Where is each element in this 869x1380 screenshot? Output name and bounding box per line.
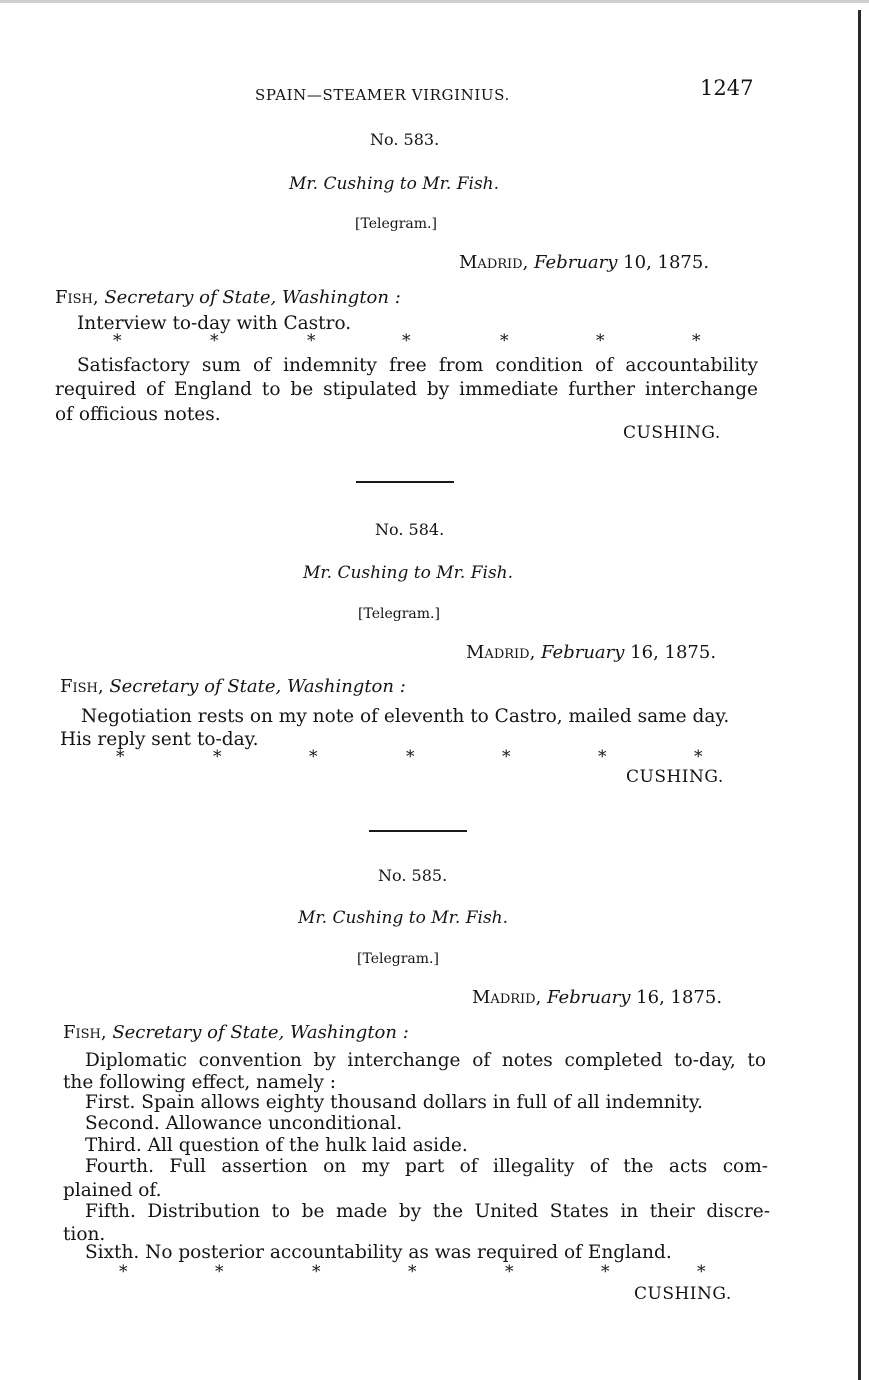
body-line: Third. All question of the hulk laid aside. [85,1135,468,1156]
page-right-edge [858,10,861,1380]
dateline-month: February [534,252,618,273]
body-line: His reply sent to-day. [60,729,259,750]
dateline-day-year: 16, 1875. [636,987,723,1008]
dateline [459,252,709,273]
signature: CUSHING. [623,423,721,443]
correspondents: Mr. Cushing to Mr. Fish. [298,908,509,928]
document-number: No. 583. [370,130,440,149]
body-line: Fifth. Distribution to be made by the United States in their discre- [85,1201,770,1222]
asterisk: * [119,1262,128,1282]
body-line: First. Spain allows eighty thousand dollars in full of all indemnity. [85,1092,703,1113]
body-line: of officious notes. [55,404,221,425]
asterisk: * [406,747,415,767]
body-line: tion. [63,1224,106,1245]
asterisk: * [505,1262,514,1282]
dateline [466,642,716,663]
asterisk: * [116,747,125,767]
asterisk-row [0,1262,869,1282]
dateline [472,987,722,1008]
asterisk: * [694,747,703,767]
dateline-month: February [547,987,631,1008]
asterisk: * [596,331,605,351]
telegram-mark: [Telegram.] [358,606,440,622]
asterisk: * [408,1262,417,1282]
asterisk: * [307,331,316,351]
addressee [60,676,406,697]
asterisk: * [697,1262,706,1282]
document-number: No. 585. [378,866,448,885]
running-head: SPAIN—STEAMER VIRGINIUS. [255,86,510,104]
addressee-name: Fish, [60,676,104,697]
body-line: Fourth. Full assertion on my part of illegality of the acts com- [85,1156,768,1177]
dateline-month: February [541,642,625,663]
asterisk: * [692,331,701,351]
page-number: 1247 [700,76,754,100]
dateline-place: Madrid, [472,987,542,1008]
signature: CUSHING. [634,1284,732,1304]
telegram-mark: [Telegram.] [355,216,437,232]
body-line: Second. Allowance unconditional. [85,1113,403,1134]
asterisk: * [210,331,219,351]
dateline-day-year: 16, 1875. [630,642,717,663]
dateline-place: Madrid, [459,252,529,273]
body-line: plained of. [63,1180,162,1201]
asterisk: * [502,747,511,767]
asterisk: * [215,1262,224,1282]
addressee-name: Fish, [63,1022,107,1043]
section-rule [369,830,467,832]
asterisk-row [0,331,869,351]
addressee-title: Secretary of State, Washington : [112,1022,409,1043]
addressee [55,287,401,308]
page-top-edge [0,0,869,3]
dateline-place: Madrid, [466,642,536,663]
asterisk: * [402,331,411,351]
body-line: the following effect, namely : [63,1072,337,1093]
telegram-mark: [Telegram.] [357,951,439,967]
signature: CUSHING. [626,767,724,787]
asterisk-row [0,747,869,767]
body-line: Diplomatic convention by interchange of notes completed to-day, to [85,1050,766,1071]
asterisk: * [500,331,509,351]
asterisk: * [213,747,222,767]
asterisk: * [312,1262,321,1282]
section-rule [356,481,454,483]
addressee-title: Secretary of State, Washington : [109,676,406,697]
body-line: required of England to be stipulated by immediate further interchange [55,379,758,400]
asterisk: * [113,331,122,351]
addressee-title: Secretary of State, Washington : [104,287,401,308]
addressee [63,1022,409,1043]
correspondents: Mr. Cushing to Mr. Fish. [289,174,500,194]
body-line: Negotiation rests on my note of eleventh to Castro, mailed same day. [81,706,730,727]
body-line: Satisfactory sum of indemnity free from condition of accountability [77,355,758,376]
document-number: No. 584. [375,520,445,539]
addressee-name: Fish, [55,287,99,308]
dateline-day-year: 10, 1875. [623,252,710,273]
asterisk: * [309,747,318,767]
asterisk: * [598,747,607,767]
body-line: Sixth. No posterior accountability as was required of England. [85,1242,672,1263]
asterisk: * [601,1262,610,1282]
correspondents: Mr. Cushing to Mr. Fish. [303,563,514,583]
body-line: Interview to-day with Castro. [77,313,352,334]
